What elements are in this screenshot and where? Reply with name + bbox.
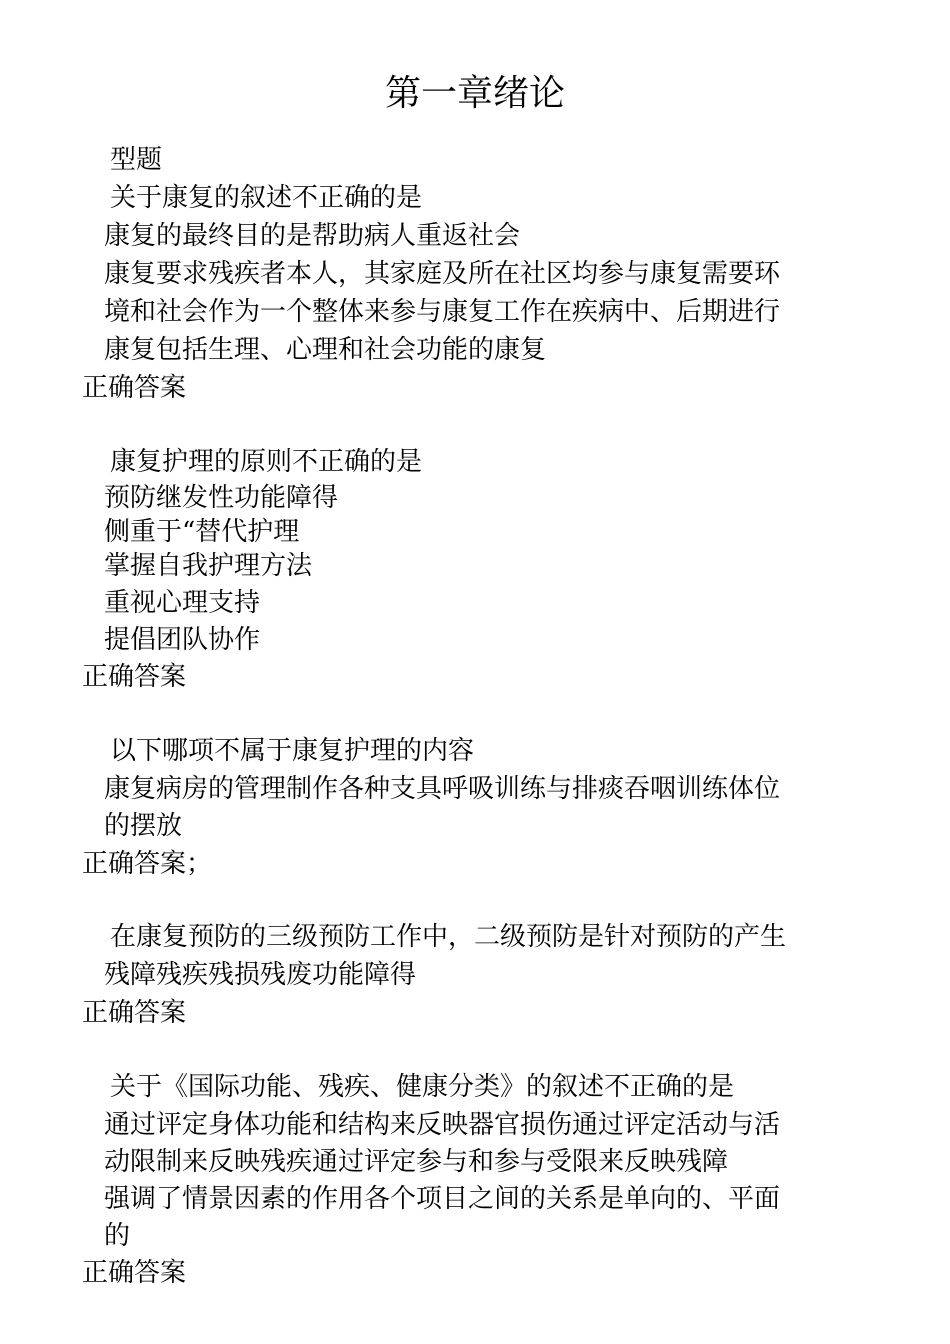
question-option: 动限制来反映残疾通过评定参与和参与受限来反映残障	[104, 1147, 729, 1177]
answer-label: 正确答案	[82, 1258, 187, 1288]
question-option: 境和社会作为一个整体来参与康复工作在疾病中、后期进行	[104, 297, 781, 327]
question-option: 重视心理支持	[104, 588, 261, 618]
question-stem: 以下哪项不属于康复护理的内容	[110, 736, 475, 766]
question-stem: 康复护理的原则不正确的是	[110, 447, 423, 477]
question-option: 提倡团队协作	[104, 625, 261, 655]
question-option: 残障残疾残损残废功能障得	[104, 960, 417, 990]
question-option: 侧重于“替代护理	[104, 517, 300, 547]
question-option: 康复的最终目的是帮助病人重返社会	[104, 221, 521, 251]
answer-label: 正确答案	[82, 373, 187, 403]
answer-label: 正确答案；	[82, 849, 213, 879]
question-stem: 关于康复的叙述不正确的是	[110, 183, 423, 213]
question-option: 的	[104, 1221, 131, 1251]
question-option: 掌握自我护理方法	[104, 551, 313, 581]
question-option: 的摆放	[104, 811, 183, 841]
answer-label: 正确答案	[82, 998, 187, 1028]
question-stem: 在康复预防的三级预防工作中，二级预防是针对预防的产生	[110, 922, 787, 952]
answer-label: 正确答案	[82, 662, 187, 692]
chapter-title: 第一章绪论	[384, 73, 565, 114]
question-option: 预防继发性功能障得	[104, 483, 339, 513]
question-option: 通过评定身体功能和结构来反映器官损伤通过评定活动与活	[104, 1110, 781, 1140]
section-label: 型题	[110, 145, 163, 175]
question-option: 康复病房的管理制作各种支具呼吸训练与排痰吞咽训练体位	[104, 774, 781, 804]
question-option: 强调了情景因素的作用各个项目之间的关系是单向的、平面	[104, 1184, 781, 1214]
question-option: 康复包括生理、心理和社会功能的康复	[104, 335, 547, 365]
question-stem: 关于《国际功能、残疾、健康分类》的叙述不正确的是	[110, 1072, 735, 1102]
question-option: 康复要求残疾者本人，其家庭及所在社区均参与康复需要环	[104, 259, 781, 289]
